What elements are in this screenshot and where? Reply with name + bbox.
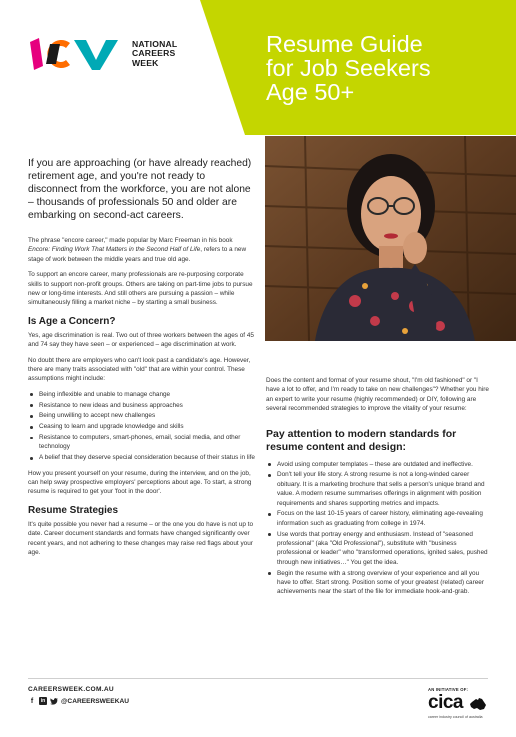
footer-website-link[interactable]: CAREERSWEEK.COM.AU — [28, 686, 114, 693]
footer-social-row — [28, 697, 129, 705]
list-item: Resistance to new ideas and business approaches — [28, 401, 256, 410]
social-handle[interactable]: @CAREERSWEEKAU — [61, 697, 129, 705]
list-item: Focus on the last 10-15 years of career history, eliminating age-revealing information such as graduating from college in 1974. — [266, 509, 492, 528]
encore-paragraph — [28, 236, 256, 264]
standards-list — [266, 460, 492, 597]
list-item: A belief that they deserve special consideration because of their status in life — [28, 453, 256, 462]
resume-question-paragraph: Does the content and format of your resume shout, "I'm old fashioned" or "I have a lot to offer, and I'm ready to take on new challenges"? Whether you hire an expert to write your resume (highly recommended) or DIY, following are several recommended strategies to improve the vitality of your resume: — [266, 377, 489, 413]
title-line-2: for Job Seekers — [266, 55, 431, 81]
age-discrimination-paragraph: Yes, age discrimination is real. Two out of three workers between the ages of 45 and 74 say they have seen – or experienced – age discrimination at work. — [28, 331, 254, 349]
presentation-paragraph: How you present yourself on your resume, during the interview, and on the job, can help sway prospective employers' perceptions about age. To start, a strong resume is required to get your 'foot in the door'. — [28, 469, 252, 496]
list-item: Avoid using computer templates – these are outdated and ineffective. — [266, 460, 492, 469]
initiative-label: AN INITIATIVE OF: — [428, 687, 469, 692]
ncw-logo-mark-icon — [30, 38, 126, 70]
encore-text-2: , refers to a new stage of work between the middle years and true old age. — [28, 246, 247, 263]
support-paragraph: To support an encore career, many professionals are re-purposing corporate skills to support non-profit groups. Others are taking on part-time jobs to pursue new or long-time interests. And still others are pursuing a passion – while simultaneously filling a market niche – by starting a small business. — [28, 271, 253, 307]
list-item: Being inflexible and unable to manage change — [28, 390, 256, 399]
list-item: Begin the resume with a strong overview of your experience and all you have to offer. Start strong. Position some of your greatest (related) career achievements near the start of the file for immediate hook-and-grab. — [266, 569, 492, 597]
assumptions-intro-paragraph: No doubt there are employers who can't look past a candidate's age. However, there are many traits associated with "old" that are within your control. These assumptions might include: — [28, 356, 251, 383]
twitter-icon[interactable] — [50, 697, 58, 705]
linkedin-icon[interactable]: in — [40, 698, 46, 704]
list-item: Don't tell your life story. A strong resume is not a long-winded career obituary. It is a marketing brochure that sells a person's unique brand and value. A modern resume summarises offerings in alignment with position requirements and shares supporting metrics and impacts. — [266, 470, 492, 508]
title-line-3: Age 50+ — [266, 79, 355, 105]
title-line-1: Resume Guide — [266, 31, 423, 57]
list-item: Ceasing to learn and upgrade knowledge and skills — [28, 422, 256, 431]
cica-logo: cica — [428, 692, 463, 713]
assumptions-list — [28, 390, 256, 463]
right-column — [266, 376, 492, 603]
section-heading-resume-strategies: Resume Strategies — [28, 504, 119, 516]
list-item: Use words that portray energy and enthusiasm. Instead of "seasoned professional" (aka "Old Professional"), substitute with "business professional or leader" who "transformed operations, ignited sales, pushed through new initiatives…" You get the idea. — [266, 530, 492, 568]
book-title: Encore: Finding Work That Matters in the Second Half of Life — [28, 246, 201, 254]
left-column — [28, 236, 256, 564]
list-item: Resistance to computers, smart-phones, email, social media, and other technology — [28, 433, 256, 452]
facebook-icon[interactable]: f — [30, 697, 34, 705]
hero-photo — [265, 136, 516, 341]
logo-line-careers: CAREERS — [132, 48, 176, 59]
section-heading-age-concern: Is Age a Concern? — [28, 315, 116, 327]
logo-line-week: WEEK — [132, 57, 159, 68]
cica-subtitle: career industry council of australia — [428, 715, 483, 719]
list-item: Being unwilling to accept new challenges — [28, 411, 256, 420]
logo-line-national: NATIONAL — [132, 38, 178, 49]
page-title — [266, 32, 506, 104]
australia-map-icon — [469, 697, 487, 712]
woman-thinking-illustration — [265, 136, 516, 341]
footer-divider — [28, 678, 488, 679]
encore-text-1: The phrase "encore career," made popular by Marc Freeman in his book — [28, 237, 233, 244]
section-heading-modern-standards: Pay attention to modern standards for resume content and design: — [266, 427, 457, 453]
ncw-logo — [30, 38, 177, 70]
intro-paragraph: If you are approaching (or have already reached) retirement age, and you're not ready to disconnect from the workforce, you are not alone – thousands of professionals 50 and older are embarking on second-act careers. — [28, 158, 252, 221]
strategies-paragraph: It's quite possible you never had a resume – or the one you do have is not up to date. Career document standards and formats have changed significantly over recent years, and not adhering to these changes may raise red flags about your age. — [28, 520, 254, 557]
ncw-logo-text — [132, 40, 177, 68]
